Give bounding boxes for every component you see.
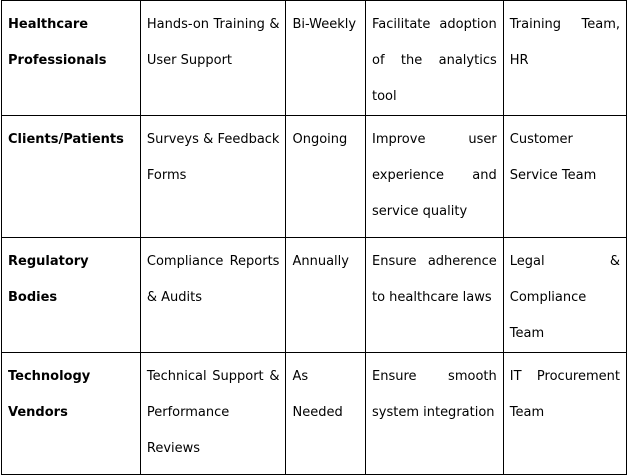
owner-cell: Legal & Compliance Team <box>503 238 626 353</box>
objective-cell: Ensure adherence to healthcare laws <box>365 238 503 353</box>
stakeholder-cell: Healthcare Professionals <box>2 1 141 116</box>
objective-cell: Facilitate adoption of the analytics tool <box>365 1 503 116</box>
method-cell: Compliance Reports & Audits <box>140 238 286 353</box>
table-row <box>2 353 627 475</box>
frequency-cell: Ongoing <box>286 116 366 238</box>
table-row <box>2 116 627 238</box>
owner-cell: IT Procurement Team <box>503 353 626 475</box>
owner-cell: Training Team, HR <box>503 1 626 116</box>
frequency-cell: Bi-Weekly <box>286 1 366 116</box>
table-row <box>2 1 627 116</box>
stakeholder-cell: Clients/Patients <box>2 116 141 238</box>
method-cell: Technical Support & Performance Reviews <box>140 353 286 475</box>
frequency-cell: As Needed <box>286 353 366 475</box>
stakeholder-table <box>1 0 627 475</box>
table-row <box>2 238 627 353</box>
method-cell: Surveys & Feedback Forms <box>140 116 286 238</box>
stakeholder-cell: Technology Vendors <box>2 353 141 475</box>
objective-cell: Improve user experience and service quality <box>365 116 503 238</box>
method-cell: Hands-on Training & User Support <box>140 1 286 116</box>
objective-cell: Ensure smooth system integration <box>365 353 503 475</box>
owner-cell: Customer Service Team <box>503 116 626 238</box>
stakeholder-cell: Regulatory Bodies <box>2 238 141 353</box>
frequency-cell: Annually <box>286 238 366 353</box>
